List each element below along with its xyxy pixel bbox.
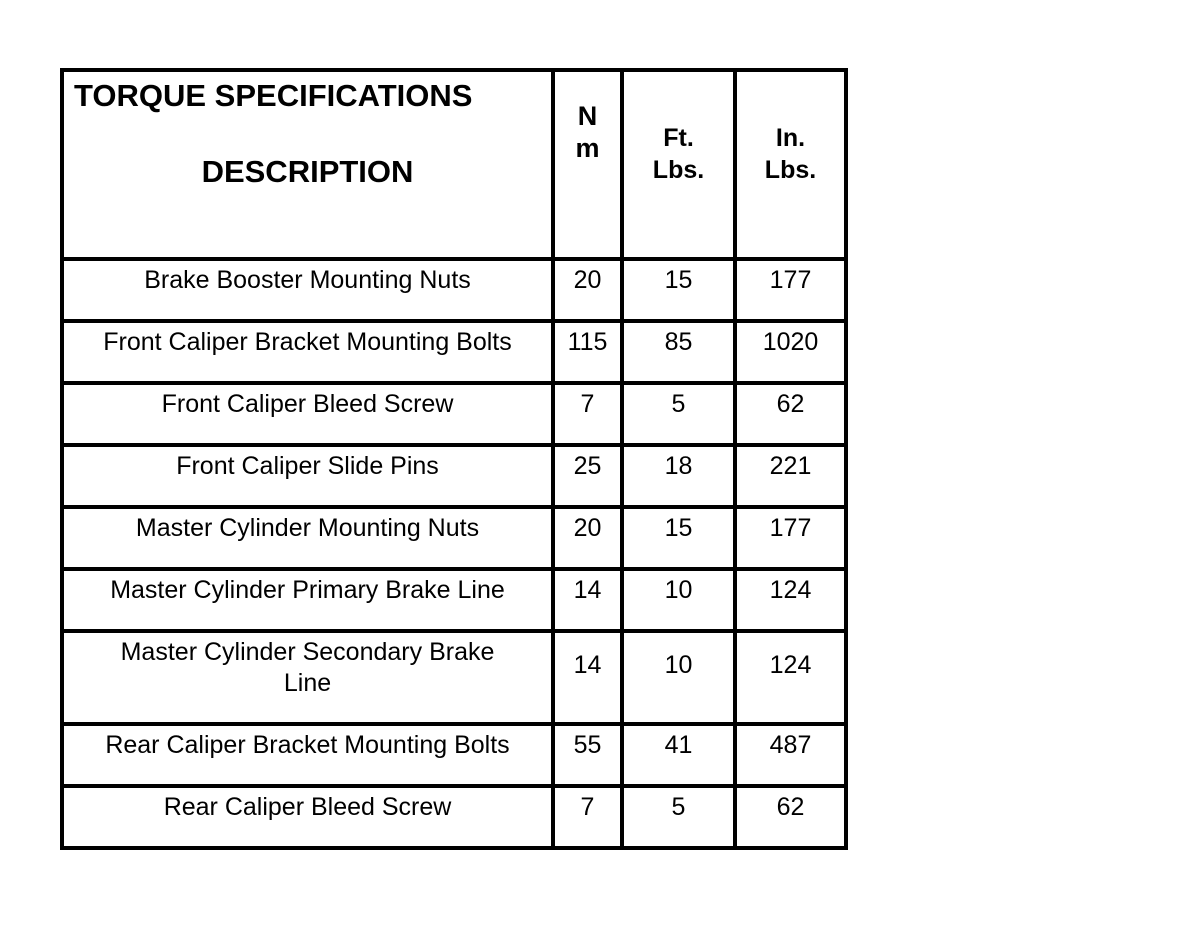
description-cell: Front Caliper Slide Pins bbox=[62, 445, 553, 507]
nm-column-header: N m bbox=[575, 101, 600, 163]
description-cell: Brake Booster Mounting Nuts bbox=[62, 259, 553, 321]
description-cell: Rear Caliper Bracket Mounting Bolts bbox=[62, 724, 553, 786]
nm-cell: 7 bbox=[553, 383, 622, 445]
ft-lbs-cell: 5 bbox=[622, 383, 735, 445]
ft-lbs-cell: 85 bbox=[622, 321, 735, 383]
nm-cell: 20 bbox=[553, 507, 622, 569]
description-cell: Front Caliper Bracket Mounting Bolts bbox=[62, 321, 553, 383]
description-cell: Master Cylinder Secondary Brake Line bbox=[62, 631, 553, 724]
nm-cell: 55 bbox=[553, 724, 622, 786]
in-lbs-cell: 124 bbox=[735, 569, 846, 631]
table-row bbox=[62, 569, 846, 631]
ft-lbs-cell: 15 bbox=[622, 507, 735, 569]
nm-cell: 14 bbox=[553, 631, 622, 724]
table-row bbox=[62, 259, 846, 321]
in-lbs-cell: 487 bbox=[735, 724, 846, 786]
ft-lbs-cell: 10 bbox=[622, 569, 735, 631]
ft-lbs-cell: 5 bbox=[622, 786, 735, 848]
in-lbs-cell: 62 bbox=[735, 786, 846, 848]
ft-lbs-cell: 18 bbox=[622, 445, 735, 507]
nm-cell: 115 bbox=[553, 321, 622, 383]
header-description-cell bbox=[62, 70, 553, 259]
in-lbs-cell: 221 bbox=[735, 445, 846, 507]
table-row bbox=[62, 383, 846, 445]
ft-lbs-cell: 15 bbox=[622, 259, 735, 321]
table-row bbox=[62, 631, 846, 724]
in-lbs-cell: 62 bbox=[735, 383, 846, 445]
in-lbs-cell: 177 bbox=[735, 507, 846, 569]
in-lbs-cell: 124 bbox=[735, 631, 846, 724]
description-cell: Master Cylinder Primary Brake Line bbox=[62, 569, 553, 631]
description-cell: Master Cylinder Mounting Nuts bbox=[62, 507, 553, 569]
ft-lbs-cell: 10 bbox=[622, 631, 735, 724]
in-lbs-cell: 1020 bbox=[735, 321, 846, 383]
description-cell: Rear Caliper Bleed Screw bbox=[62, 786, 553, 848]
table-row bbox=[62, 507, 846, 569]
table-row bbox=[62, 321, 846, 383]
ft-lbs-column-header-cell bbox=[622, 70, 735, 259]
table-row bbox=[62, 786, 846, 848]
torque-specifications-table bbox=[60, 68, 848, 850]
nm-cell: 7 bbox=[553, 786, 622, 848]
table-row bbox=[62, 445, 846, 507]
in-lbs-column-header: In. Lbs. bbox=[764, 124, 817, 184]
ft-lbs-column-header: Ft. Lbs. bbox=[652, 124, 705, 184]
description-column-header: DESCRIPTION bbox=[201, 154, 414, 189]
nm-cell: 20 bbox=[553, 259, 622, 321]
in-lbs-cell: 177 bbox=[735, 259, 846, 321]
in-lbs-column-header-cell bbox=[735, 70, 846, 259]
description-cell: Front Caliper Bleed Screw bbox=[62, 383, 553, 445]
table-row bbox=[62, 724, 846, 786]
nm-cell: 25 bbox=[553, 445, 622, 507]
ft-lbs-cell: 41 bbox=[622, 724, 735, 786]
table-header-row bbox=[62, 70, 846, 259]
nm-column-header-cell bbox=[553, 70, 622, 259]
table-title: TORQUE SPECIFICATIONS bbox=[74, 78, 473, 113]
nm-cell: 14 bbox=[553, 569, 622, 631]
